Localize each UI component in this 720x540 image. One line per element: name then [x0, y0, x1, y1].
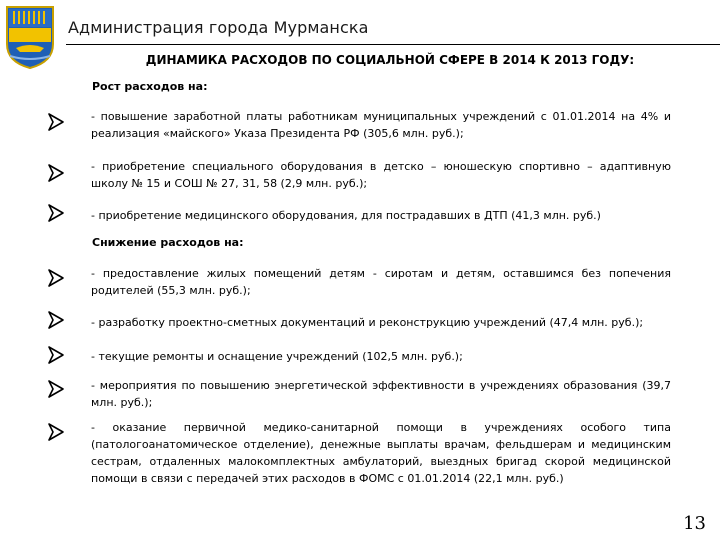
arrowhead-bullet-icon	[46, 310, 66, 330]
list-item: - разработку проектно-сметных документаций и реконструкцию учреждений (47,4 млн. руб.);	[91, 316, 644, 329]
list-item: - приобретение специального оборудования в детско – юношескую спортивно – адаптивную школу № 15 и СОШ № 27, 31, 58 (2,9 млн. руб.);	[91, 160, 671, 190]
arrowhead-bullet-icon	[46, 163, 66, 183]
list-item: - оказание первичной медико-санитарной помощи в учреждениях особого типа (патологоанатомическое отделение), денежные выплаты врачам, фельдшерам и медицинским сестрам, отдаленных малокомплектных амбулаторий, выездных бригад скорой медицинской помощи в связи с передачей этих расходов в ФОМС с 01.01.2014 (22,1 млн. руб.)	[91, 421, 671, 485]
arrowhead-bullet-icon	[46, 379, 66, 399]
list-item: - повышение заработной платы работникам муниципальных учреждений с 01.01.2014 на 4% и реализация «майского» Указа Президента РФ (305,6 млн. руб.);	[91, 110, 671, 140]
arrowhead-bullet-icon	[46, 112, 66, 132]
slide-title: ДИНАМИКА РАСХОДОВ ПО СОЦИАЛЬНОЙ СФЕРЕ В 2014 К 2013 ГОДУ:	[145, 53, 635, 67]
list-item: - мероприятия по повышению энергетической эффективности в учреждениях образования (39,7 млн. руб.);	[91, 379, 671, 409]
header-divider	[66, 44, 720, 45]
organization-name: Администрация города Мурманска	[68, 18, 369, 37]
arrowhead-bullet-icon	[46, 345, 66, 365]
arrowhead-bullet-icon	[46, 268, 66, 288]
arrowhead-bullet-icon	[46, 422, 66, 442]
arrowhead-bullet-icon	[46, 203, 66, 223]
list-item: - предоставление жилых помещений детям - сиротам и детям, оставшимся без попечения родителей (55,3 млн. руб.);	[91, 267, 671, 297]
growth-heading: Рост расходов на:	[92, 80, 208, 93]
reduction-heading: Снижение расходов на:	[92, 236, 244, 249]
list-item: - текущие ремонты и оснащение учреждений (102,5 млн. руб.);	[91, 350, 463, 363]
list-item: - приобретение медицинского оборудования, для пострадавших в ДТП (41,3 млн. руб.)	[91, 209, 601, 222]
page-number: 13	[683, 513, 706, 534]
